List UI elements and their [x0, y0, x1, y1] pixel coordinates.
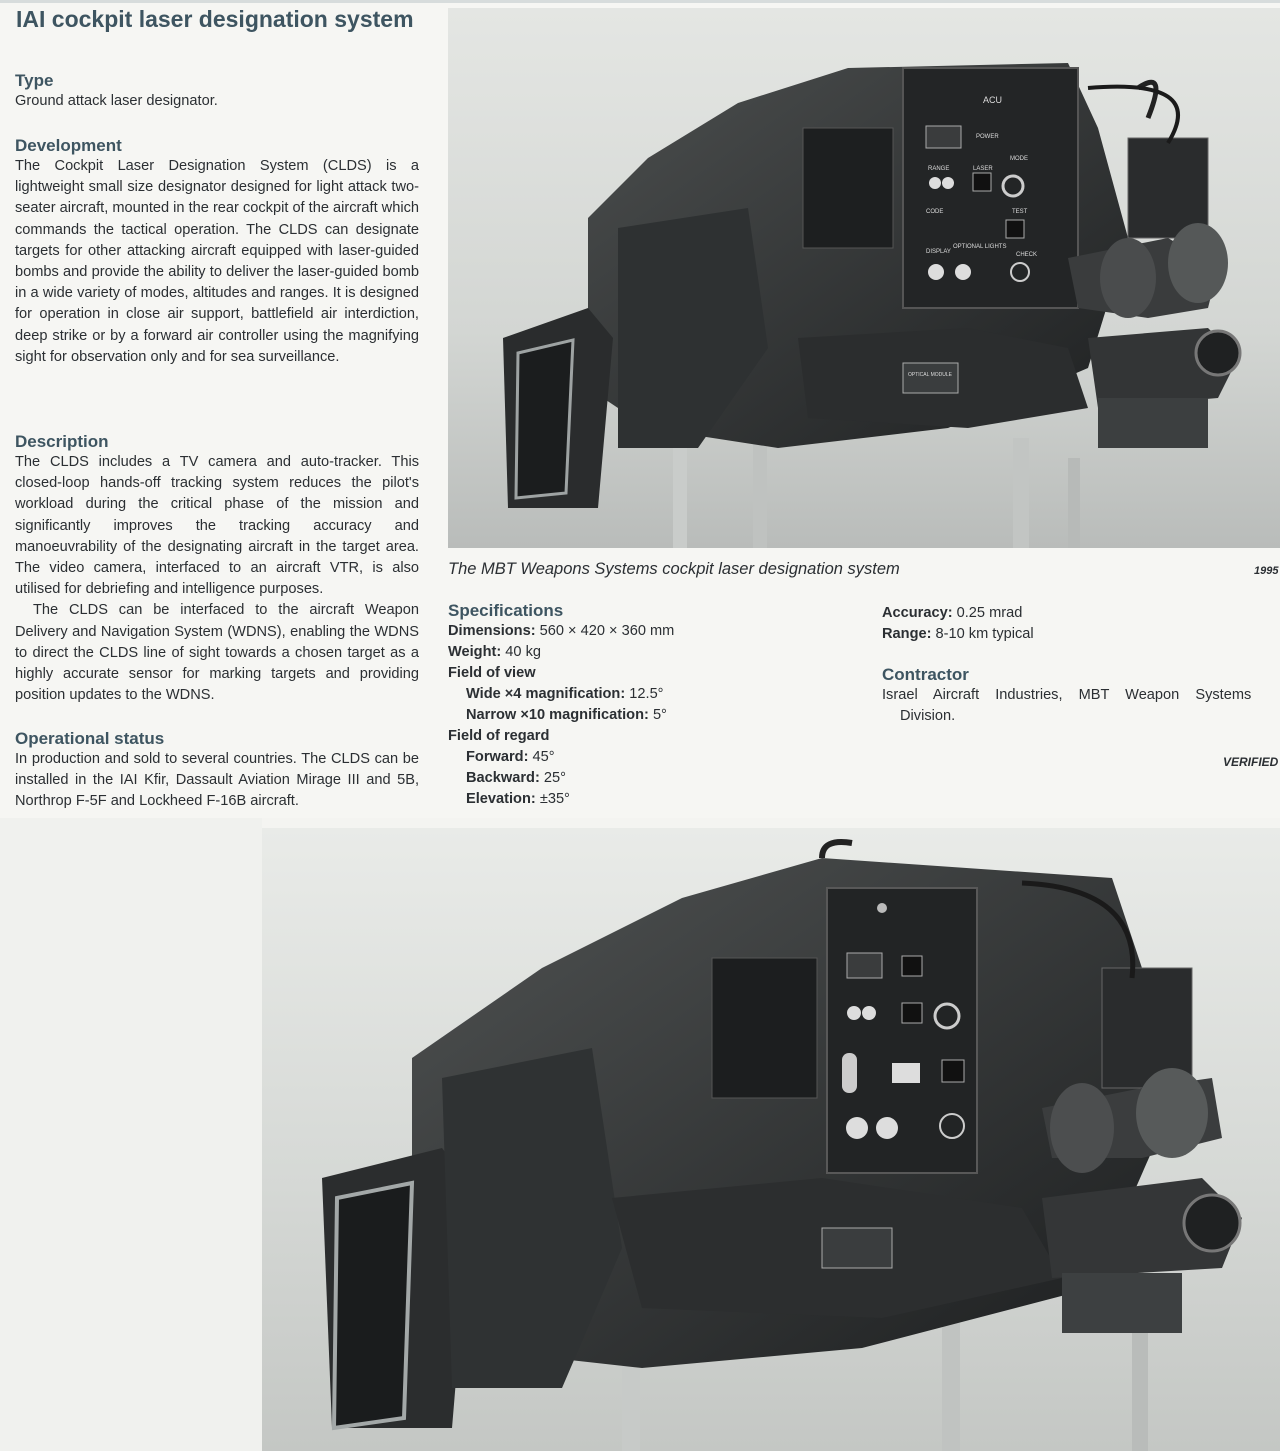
display-label: DISPLAY	[926, 249, 951, 255]
code-label: CODE	[926, 209, 944, 215]
description-p1: The CLDS includes a TV camera and auto-tracker. This closed-loop hands-off tracking system reduces the pilot's workload during the critical phase of the mission and significantly improves the tracking accuracy and manoeuvrability of the designating aircraft in the target area. The video camera, interfaced to an aircraft VTR, is also utilised for debriefing and intelligence purposes.	[15, 454, 419, 598]
designator-photo-top	[448, 8, 1280, 548]
contractor-line1: Israel Aircraft Industries, MBT Weapon Systems	[882, 687, 1252, 703]
right-spec-column	[882, 603, 1280, 727]
specifications-section	[448, 600, 848, 810]
specifications-heading: Specifications	[448, 601, 564, 620]
designator-photo-bottom	[262, 828, 1280, 1451]
spec-forward: Forward: 45°	[466, 749, 555, 765]
spec-wide: Wide ×4 magnification: 12.5°	[466, 686, 664, 702]
top-rule	[0, 0, 1280, 3]
type-heading: Type	[15, 71, 54, 90]
contractor-heading: Contractor	[882, 665, 969, 684]
laser-label: LASER	[973, 166, 993, 172]
description-p2: The CLDS can be interfaced to the aircraft Weapon Delivery and Navigation System (WDNS), enabling the WDNS to direct the CLDS line of sight towards a chosen target as a highly accurate sensor for marking targets and providing position updates to the WDNS.	[15, 602, 419, 704]
spec-weight: Weight: 40 kg	[448, 644, 541, 660]
description-section	[15, 431, 419, 706]
caption-year: 1995	[1254, 565, 1279, 577]
spec-range: Range: 8-10 km typical	[882, 626, 1034, 642]
check-label: CHECK	[1016, 252, 1038, 258]
development-section	[15, 135, 419, 368]
operational-status-text: In production and sold to several countries. The CLDS can be installed in the IAI Kfir, Dassault Aviation Mirage III and 5B, Northrop F-5F and Lockheed F-16B aircraft.	[15, 751, 419, 810]
photo-caption: The MBT Weapons Systems cockpit laser designation system	[448, 560, 900, 578]
operational-status-heading: Operational status	[15, 729, 165, 748]
range-label: RANGE	[928, 166, 950, 172]
development-heading: Development	[15, 136, 122, 155]
verified-stamp: VERIFIED	[1223, 755, 1279, 769]
power-label: POWER	[976, 134, 999, 140]
test-label: TEST	[1012, 209, 1028, 215]
type-text: Ground attack laser designator.	[15, 93, 218, 109]
mode-label: MODE	[1010, 156, 1028, 162]
spec-elevation: Elevation: ±35°	[466, 791, 570, 807]
contractor-line2: Division.	[900, 708, 956, 724]
type-section	[15, 70, 419, 112]
spec-backward: Backward: 25°	[466, 770, 566, 786]
development-text: The Cockpit Laser Designation System (CLDS) is a lightweight small size designator designed for light attack two-seater aircraft, mounted in the rear cockpit of the aircraft which commands the tactical operation. The CLDS can designate targets for other attacking aircraft equipped with laser-guided bombs and provide the ability to deliver the laser-guided bomb in a wide variety of modes, altitudes and ranges. It is designed for operation in close air support, battlefield air interdiction, deep strike or by a forward air controller using the magnifying sight for observation only and for sea surveillance.	[15, 158, 419, 365]
spec-accuracy: Accuracy: 0.25 mrad	[882, 605, 1023, 621]
acu-label: ACU	[983, 95, 1003, 105]
spec-narrow: Narrow ×10 magnification: 5°	[466, 707, 667, 723]
page-title: IAI cockpit laser designation system	[16, 6, 414, 32]
spec-field-of-view: Field of view	[448, 665, 536, 681]
lower-blank-area	[0, 818, 262, 1451]
spec-field-of-regard: Field of regard	[448, 728, 550, 744]
optional-lights-label: OPTIONAL LIGHTS	[953, 244, 1007, 250]
operational-status-section	[15, 728, 419, 813]
spec-dimensions: Dimensions: 560 × 420 × 360 mm	[448, 623, 675, 639]
optical-module-label: OPTICAL MODULE	[908, 372, 952, 378]
description-heading: Description	[15, 432, 109, 451]
